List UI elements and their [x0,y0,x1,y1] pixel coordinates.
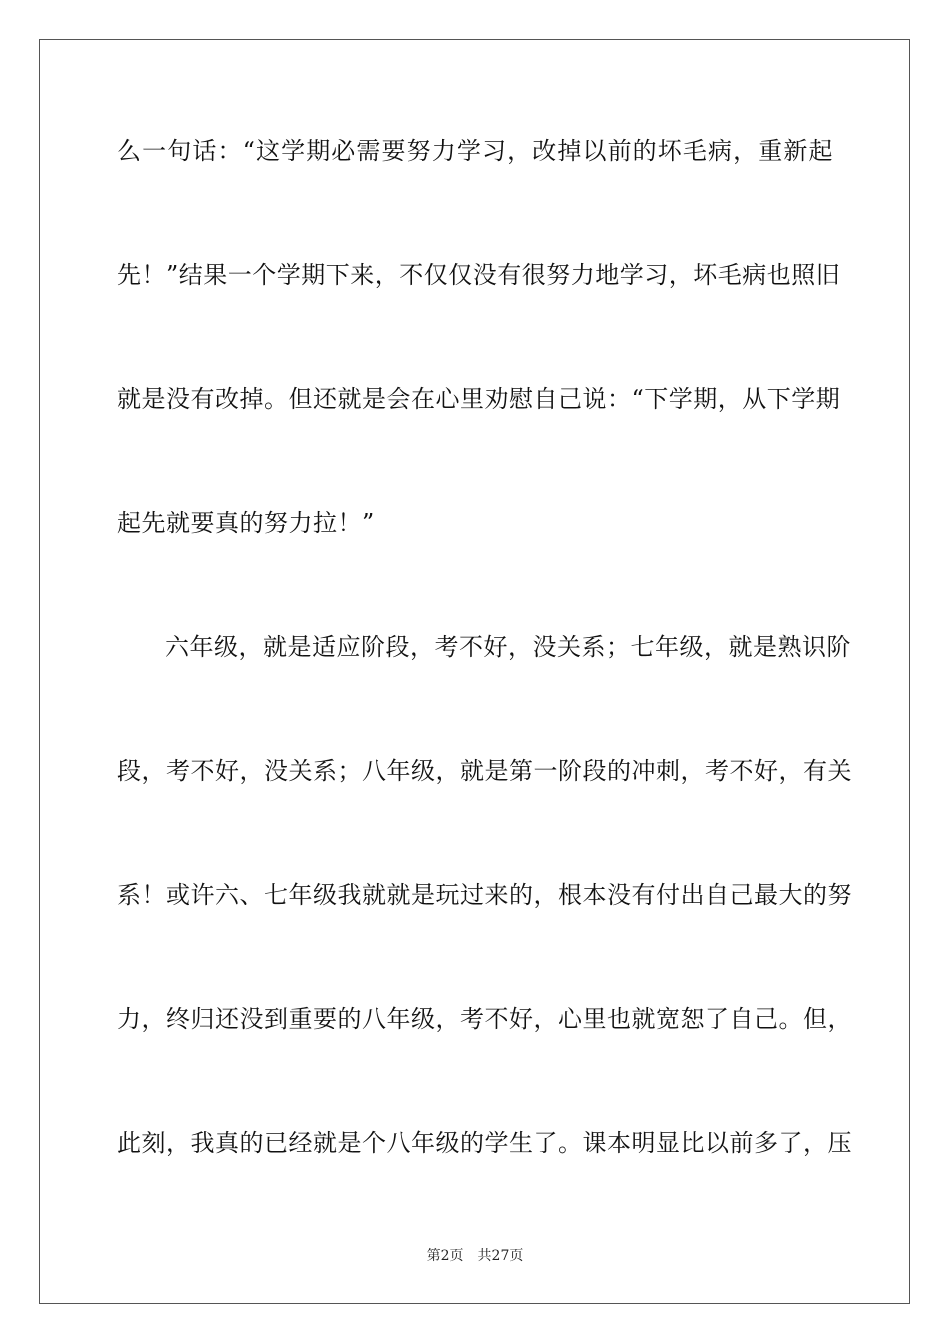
text-line: 力，终归还没到重要的八年级，考不好，心里也就宽恕了自己。但， [117,1005,852,1033]
text-line: 段，考不好，没关系；八年级，就是第一阶段的冲刺，考不好，有关 [117,757,852,785]
text-line: 起先就要真的努力拉！” [117,509,375,537]
page-number: 第2页 [426,1248,464,1264]
text-line: 么一句话：“这学期必需要努力学习，改掉以前的坏毛病，重新起 [117,137,833,165]
text-line: 系！或许六、七年级我就就是玩过来的，根本没有付出自己最大的努 [117,881,852,909]
page-border [39,39,910,1304]
paragraph-first-line: 六年级，就是适应阶段，考不好，没关系；七年级，就是熟识阶 [165,633,851,661]
text-line: 就是没有改掉。但还就是会在心里劝慰自己说：“下学期，从下学期 [117,385,841,413]
page-footer [0,1247,950,1265]
text-line: 先！”结果一个学期下来，不仅仅没有很努力地学习，坏毛病也照旧 [117,261,841,289]
page-total: 共27页 [477,1248,524,1264]
text-line: 此刻，我真的已经就是个八年级的学生了。课本明显比以前多了，压 [117,1129,852,1157]
